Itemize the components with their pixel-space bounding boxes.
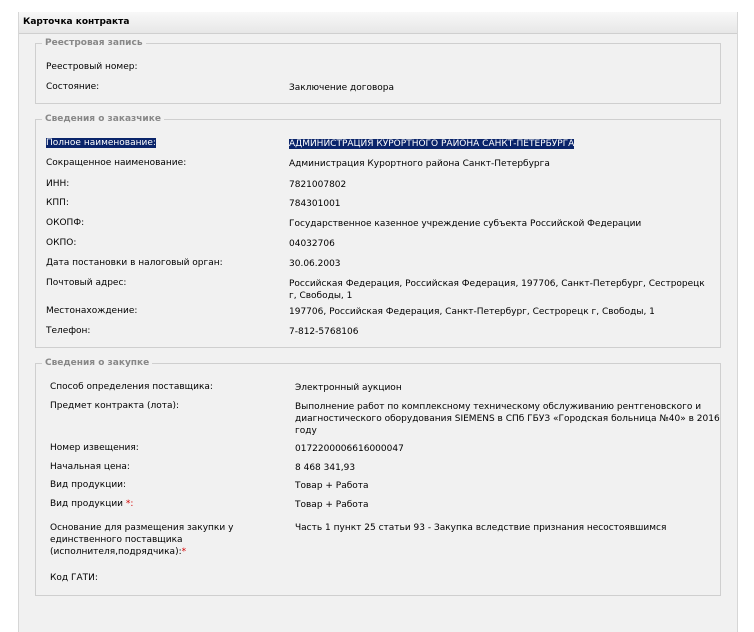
product-type-required-label: Вид продукции [50, 499, 126, 509]
postal-address-value: Российская Федерация, Российская Федерация, 197706, Санкт-Петербург, Сестрорецк г, Свободы, 1 [289, 279, 705, 301]
required-marker: *: [125, 499, 134, 509]
okopf-label: ОКОПФ: [46, 218, 85, 228]
location-value: 197706, Российская Федерация, Санкт-Петербург, Сестрорецк г, Свободы, 1 [289, 307, 655, 317]
short-name-value: Администрация Курортного района Санкт-Петербурга [289, 159, 550, 169]
contract-subject-value: Выполнение работ по комплексному техническому обслуживанию рентгеновского и диагностического оборудования SIEMENS в СПб ГБУЗ «Городская больница №40» в 2016 году [295, 402, 720, 436]
kpp-label: КПП: [46, 198, 69, 208]
product-type-required-value: Товар + Работа [295, 500, 369, 510]
short-name-label: Сокращенное наименование: [46, 158, 187, 168]
okopf-value: Государственное казенное учреждение субъекта Российской Федерации [289, 219, 642, 229]
notice-number-value: 0172200006616000047 [295, 444, 404, 454]
status-label: Состояние: [46, 82, 100, 92]
registry-number-label: Реестровый номер: [46, 62, 138, 72]
postal-address-label: Почтовый адрес: [46, 278, 127, 288]
product-type-label: Вид продукции: [50, 480, 127, 490]
panel-title: Карточка контракта [23, 17, 130, 27]
product-type-value: Товар + Работа [295, 481, 369, 491]
required-marker: * [181, 547, 187, 557]
panel-header [19, 12, 737, 34]
initial-price-label: Начальная цена: [50, 462, 130, 472]
registry-legend: Реестровая запись [45, 38, 143, 48]
kpp-value: 784301001 [289, 199, 341, 209]
okpo-label: ОКПО: [46, 238, 77, 248]
customer-legend: Сведения о заказчике [45, 114, 161, 124]
phone-label: Телефон: [46, 326, 91, 336]
status-value: Заключение договора [289, 83, 395, 93]
purchase-legend: Сведения о закупке [45, 358, 150, 368]
full-name-label: Полное наименование: [46, 138, 156, 148]
supplier-method-label: Способ определения поставщика: [50, 382, 213, 392]
registry-section [35, 38, 721, 104]
single-supplier-basis-value: Часть 1 пункт 25 статьи 93 - Закупка вследствие признания несостоявшимся [295, 523, 667, 533]
phone-value: 7-812-5768106 [289, 327, 359, 337]
tax-date-label: Дата постановки в налоговый орган: [46, 258, 223, 268]
okpo-value: 04032706 [289, 239, 335, 249]
customer-section [35, 114, 721, 348]
initial-price-value: 8 468 341,93 [295, 463, 356, 473]
full-name-value: АДМИНИСТРАЦИЯ КУРОРТНОГО РАЙОНА САНКТ-ПЕТЕРБУРГА [289, 139, 575, 149]
tax-date-value: 30.06.2003 [289, 259, 341, 269]
gati-code-label: Код ГАТИ: [50, 573, 98, 583]
contract-subject-label: Предмет контракта (лота): [50, 401, 180, 411]
purchase-section [35, 358, 721, 596]
supplier-method-value: Электронный аукцион [295, 383, 402, 393]
location-label: Местонахождение: [46, 306, 138, 316]
inn-value: 7821007802 [289, 180, 347, 190]
inn-label: ИНН: [46, 179, 70, 189]
notice-number-label: Номер извещения: [50, 443, 139, 453]
contract-card-panel [18, 12, 738, 632]
single-supplier-basis-label: Основание для размещения закупки у единственного поставщика (исполнителя,подрядчика): [50, 523, 234, 557]
